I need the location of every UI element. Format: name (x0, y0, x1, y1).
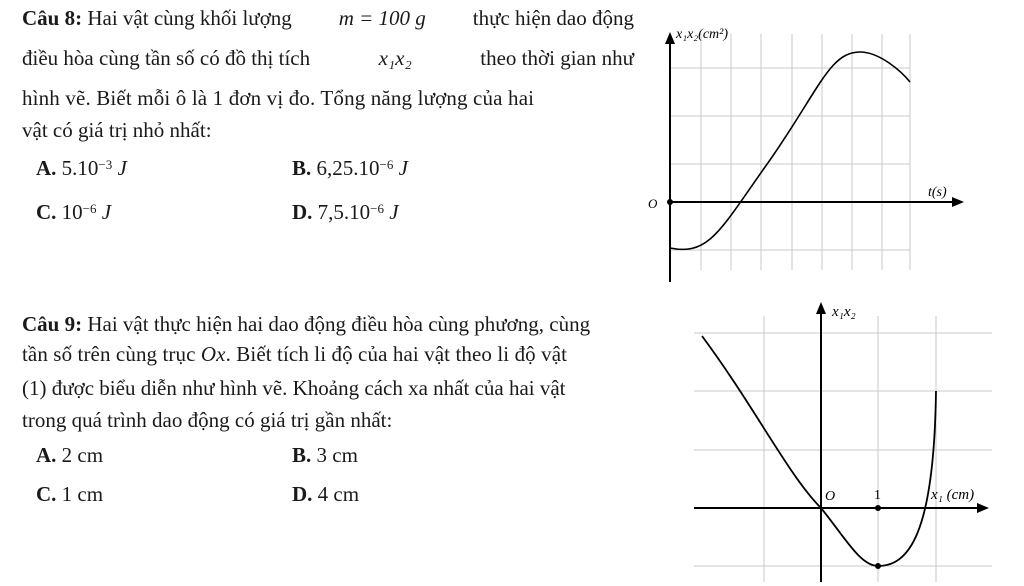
q9-line-2: tần số trên cùng trục Ox. Biết tích li độ của hai vật theo li độ vật (22, 342, 568, 366)
q8-line-4: vật có giá trị nhỏ nhất: (22, 118, 212, 142)
q9-tick-dot (875, 505, 881, 511)
q9-tick-label: 1 (874, 488, 881, 503)
q9-origin-label: O (825, 489, 836, 504)
q8-option-b[interactable]: B. $6,25.10^{-6}$ J (292, 156, 408, 180)
q9-graph (694, 296, 998, 582)
q9-line-1: Câu 9: Hai vật thực hiện hai dao động điều hòa cùng phương, cùng (22, 312, 591, 336)
q8-grid (670, 34, 910, 270)
q8-axes (665, 32, 964, 282)
q9-label: Câu 9: (22, 312, 83, 336)
q9-x-axis-label: x₁ (cm) (931, 487, 975, 503)
q9-y-axis-label: x₁x₂ (832, 304, 856, 320)
q8-line-3: hình vẽ. Biết mỗi ô là 1 đơn vị đo. Tổng năng lượng của hai (22, 86, 535, 110)
q9-line-3: (1) được biểu diễn như hình vẽ. Khoảng cách xa nhất của hai vật (22, 376, 566, 400)
q8-mass: m = 100 g (338, 6, 426, 30)
q8-option-c[interactable]: C. $10^{-6}$ J (36, 200, 112, 224)
q9-option-c[interactable]: C. 1 cm (36, 482, 104, 506)
q9-axes (694, 302, 989, 582)
q8-option-d[interactable]: D. $7,5.10^{-6}$ J (292, 200, 399, 224)
q9-line-4: trong quá trình dao động có giá trị gần nhất: (22, 408, 393, 432)
q9-option-b[interactable]: B. 3 cm (292, 443, 358, 467)
q9-option-d[interactable]: D. 4 cm (292, 482, 360, 506)
q8-y-axis-label: x₁x₂(cm²) (676, 27, 729, 42)
q9-grid (694, 316, 992, 582)
q8-graph (640, 20, 970, 282)
q8-line-2: điều hòa cùng tần số có đồ thị tích x₁x₂ theo thời gian như (22, 46, 634, 70)
q8-label: Câu 8: (22, 6, 83, 30)
q8-origin-dot (667, 199, 673, 205)
q8-option-a[interactable]: A. $5.10^{-3}$ J (36, 156, 127, 180)
q8-x-axis-label: t(s) (928, 185, 947, 200)
q9-curve (702, 336, 936, 566)
q8-origin-label: O (648, 196, 658, 211)
q8-curve (670, 52, 910, 249)
q8-line-1: Câu 8: Hai vật cùng khối lượng m = 100 g thực hiện dao động (22, 6, 634, 30)
q9-option-a[interactable]: A. 2 cm (36, 443, 104, 467)
